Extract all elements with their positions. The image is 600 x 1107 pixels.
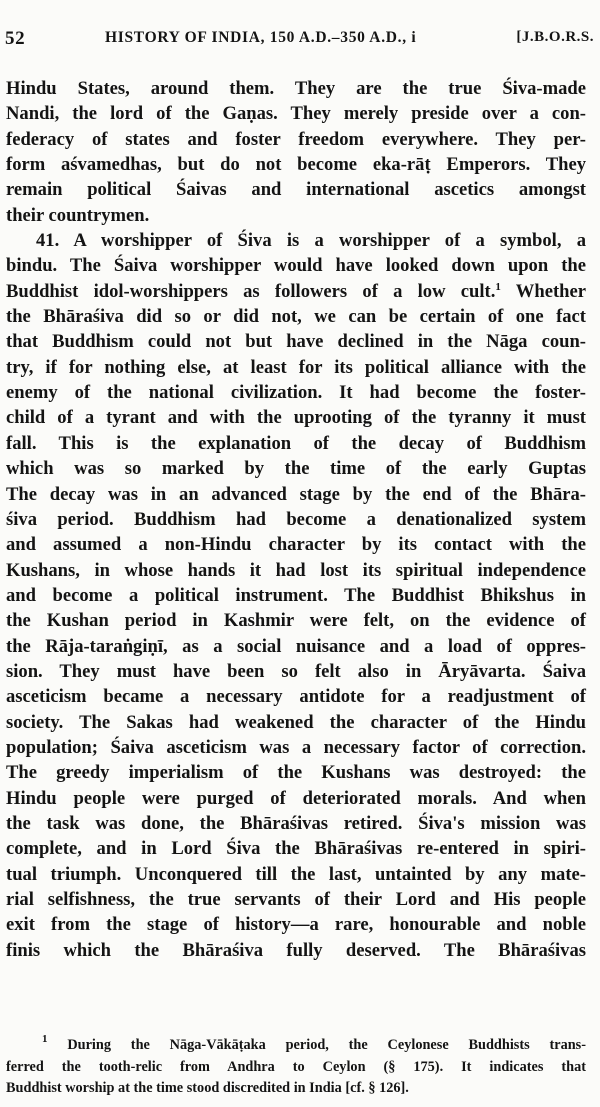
text-line: the Kushan period in Kashmir were felt, on the evidence of [6,610,586,632]
running-head [5,28,594,56]
text-line: the Rāja-taraṅgiṇī, as a social nuisance and a load of oppres- [6,635,586,657]
page-number: 52 [5,28,26,49]
text-line: their countrymen. [6,204,150,226]
text-line: Kushans, in whose hands it had lost its spiritual independence [6,559,586,581]
text-line: rial selfishness, the true servants of their Lord and His people [6,889,586,910]
text-line: the Bhāraśiva did so or did not, we can be certain of one fact [6,306,586,328]
text-line: exit from the stage of history—a rare, honourable and noble [6,914,586,936]
journal-abbreviation: [J.B.O.R.S. [516,29,594,45]
text-line: which was so marked by the time of the early Guptas [6,458,586,480]
text-line: try, if for nothing else, at least for its political alliance with the [6,356,586,378]
text-line: fall. This is the explanation of the decay of Buddhism [6,432,586,454]
text-line-with-footnote-ref [6,279,586,304]
text-line: the task was done, the Bhāraśivas retired. Śiva's mission was [6,812,586,834]
text-segment: Buddhist idol-worshippers as followers of a low cult. [6,280,496,302]
paragraph-41-start: 41. A worshipper of Śiva is a worshipper of a symbol, a [36,230,586,252]
text-line: complete, and in Lord Śiva the Bhāraśivas re-entered in spiri- [6,838,586,860]
text-line: tual triumph. Unconquered till the last, untainted by any mate- [6,863,586,885]
text-line: sion. They must have been so felt also in Āryāvarta. Śaiva [6,660,586,682]
text-line: that Buddhism could not but have declined in the Nāga coun- [6,331,586,353]
text-line: and assumed a non-Hindu character by its contact with the [6,534,586,556]
footnote-marker: 1 [42,1033,48,1045]
footnote-line [6,1035,586,1057]
footnote-line: ferred the tooth-relic from Andhra to Ceylon (§ 175). It indicates that [6,1058,586,1075]
body-text [6,76,586,963]
text-segment: Whether [515,280,587,302]
text-line: child of a tyrant and with the uprooting of the tyranny it must [6,407,586,429]
footnote-text: During the Nāga-Vākāṭaka period, the Ceylonese Buddhists trans- [67,1037,587,1053]
footnote [6,1035,586,1100]
text-line: bindu. The Śaiva worshipper would have looked down upon the [6,255,586,277]
footnote-line: Buddhist worship at the time stood discredited in India [cf. § 126]. [6,1080,409,1096]
text-line: śiva period. Buddhism had become a denationalized system [6,508,586,530]
text-line: society. The Sakas had weakened the character of the Hindu [6,711,586,733]
text-line: federacy of states and foster freedom everywhere. They per- [6,128,586,150]
text-line: asceticism became a necessary antidote for a readjustment of [6,686,586,708]
text-line: Hindu States, around them. They are the true Śiva-made [6,78,586,99]
text-line: finis which the Bhāraśiva fully deserved. The Bhāraśivas [6,939,586,961]
text-line: The greedy imperialism of the Kushans was destroyed: the [6,762,586,784]
footnote-reference: 1 [495,280,501,293]
text-line: enemy of the national civilization. It had become the foster- [6,382,586,404]
text-line: Hindu people were purged of deteriorated morals. And when [6,787,586,809]
text-line: The decay was in an advanced stage by the end of the Bhāra- [6,483,586,505]
text-line: Nandi, the lord of the Gaṇas. They merely preside over a con- [6,103,586,125]
running-title: HISTORY OF INDIA, 150 A.D.–350 A.D., i [105,29,417,46]
text-line: form aśvamedhas, but do not become eka-rāṭ Emperors. They [6,154,586,176]
text-line: population; Śaiva asceticism was a necessary factor of correction. [6,736,586,758]
text-line: remain political Śaivas and international ascetics amongst [6,179,586,201]
text-line: and become a political instrument. The Buddhist Bhikshus in [6,584,586,606]
